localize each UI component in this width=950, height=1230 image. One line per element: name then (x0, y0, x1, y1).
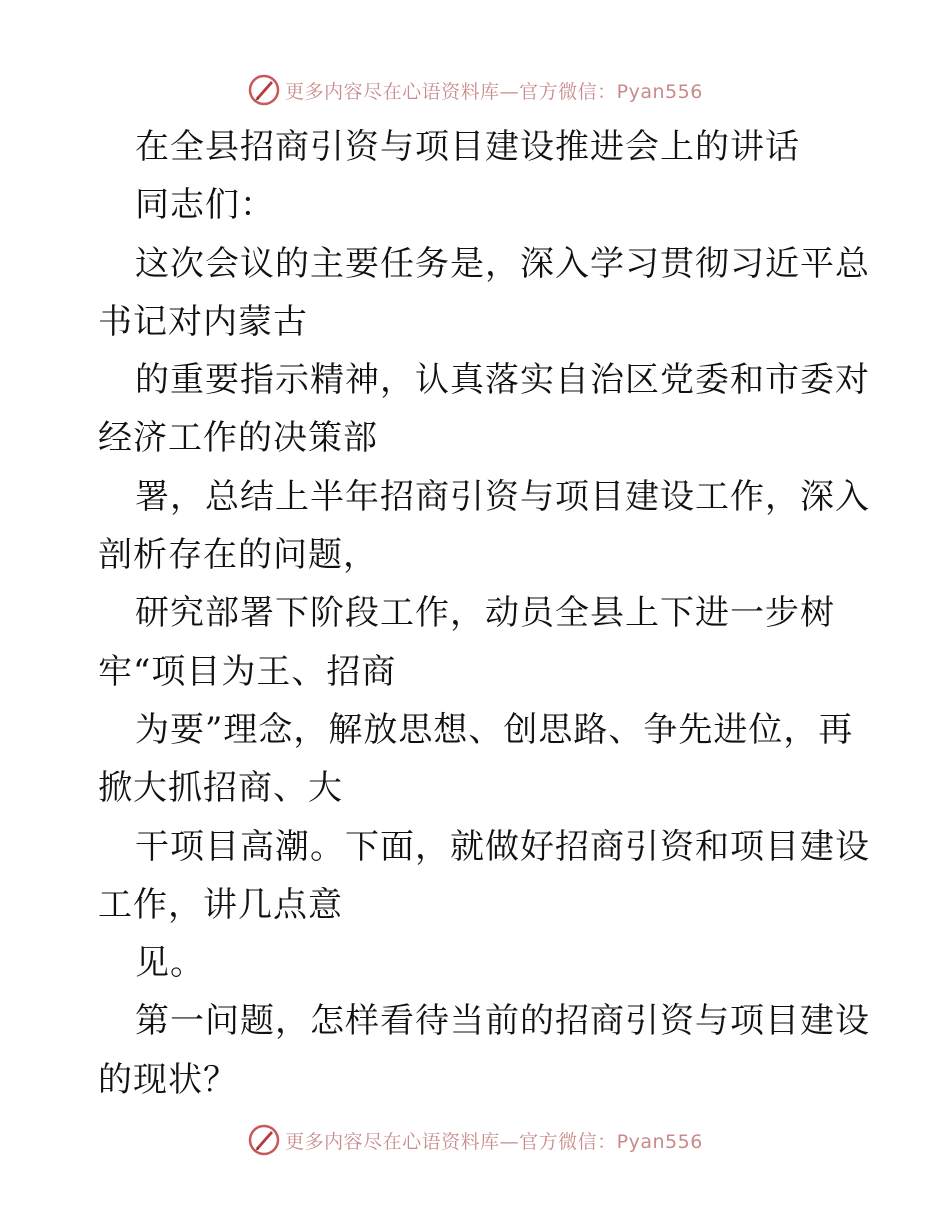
text-line: 掀大抓招商、大 (98, 768, 343, 809)
watermark-wechat-id: Pyan556 (616, 80, 703, 103)
text-line: 牢“项目为王、招商 (98, 651, 397, 692)
text-line: 的重要指示精神，认真落实自治区党委和市委对 (135, 360, 870, 401)
text-line: 为要”理念，解放思想、创思路、争先进位，再 (135, 709, 854, 750)
text-line: 工作，讲几点意 (98, 884, 343, 925)
text-line: 署，总结上半年招商引资与项目建设工作，深入 (135, 476, 870, 517)
footer-watermark (0, 1120, 950, 1160)
text-line: 见。 (135, 943, 205, 984)
header-watermark (0, 70, 950, 110)
text-line: 这次会议的主要任务是，深入学习贯彻习近平总 (135, 243, 870, 284)
text-line: 同志们： (135, 185, 275, 226)
text-line: 剖析存在的问题， (98, 535, 378, 576)
quill-pen-circle-icon (247, 1123, 281, 1157)
text-line: 经济工作的决策部 (98, 418, 378, 459)
text-line: 第一问题，怎样看待当前的招商引资与项目建设 (135, 1001, 870, 1042)
text-line: 干项目高潮。下面，就做好招商引资和项目建设 (135, 826, 870, 867)
text-line: 研究部署下阶段工作，动员全县上下进一步树 (135, 593, 835, 634)
document-body (98, 118, 870, 1109)
document-title: 在全县招商引资与项目建设推进会上的讲话 (135, 127, 800, 167)
watermark-text: 更多内容尽在心语资料库—官方微信：Pyan556 (285, 80, 703, 103)
watermark-text: 更多内容尽在心语资料库—官方微信：Pyan556 (285, 1130, 703, 1153)
watermark-wechat-id: Pyan556 (616, 1130, 703, 1153)
quill-pen-circle-icon (247, 73, 281, 107)
text-line: 的现状？ (98, 1059, 238, 1100)
text-line: 书记对内蒙古 (98, 301, 308, 342)
